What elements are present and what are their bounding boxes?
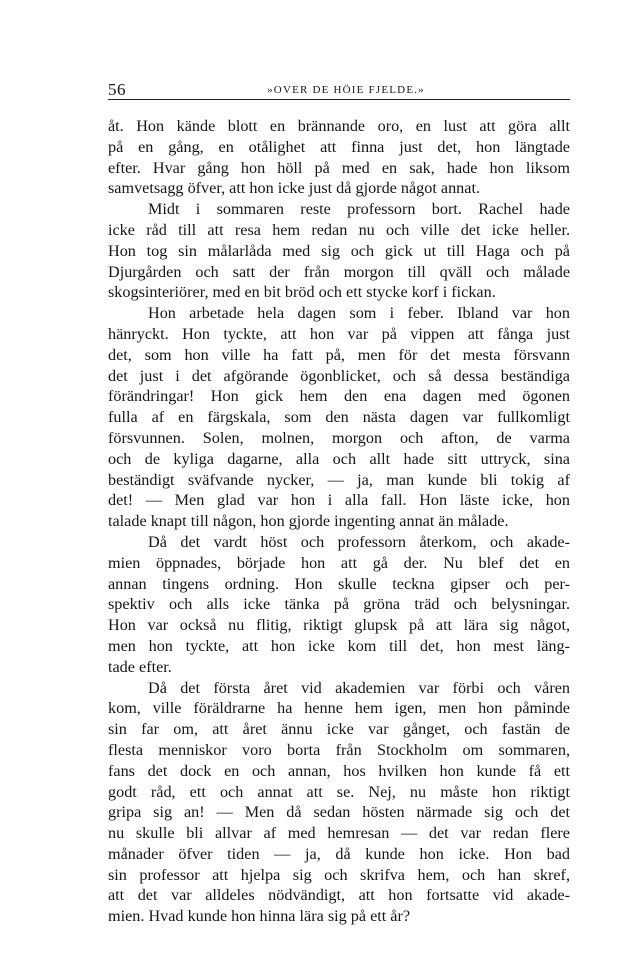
text-line: sin far om, att året ännu icke var gånget, och fastän de	[108, 720, 570, 739]
page-number: 56	[108, 80, 126, 99]
text-line: Hon tog sin målarlåda med sig och gick ut till Haga och på	[108, 241, 570, 260]
text-line: det just i det afgörande ögonblicket, och så dessa beständiga	[108, 366, 570, 385]
text-line: fans det dock en och annan, hos hvilken hon kunde få ett	[108, 761, 570, 780]
text-line: beständigt sväfvande nycker, — ja, man kunde bli tokig af	[108, 470, 570, 489]
text-line: samvetsagg öfver, att hon icke just då gjorde något annat.	[108, 179, 481, 198]
text-line: på en gång, en otålighet att finna just det, hon längtade	[108, 137, 570, 156]
text-line: godt råd, ett och annat att se. Nej, nu måste hon riktigt	[108, 782, 570, 801]
text-line: det, som hon ville ha fatt på, men för det mesta försvann	[108, 345, 570, 364]
text-line: talade knapt till någon, hon gjorde ingenting annat än målade.	[108, 512, 509, 531]
text-line: hänryckt. Hon tyckte, att hon var på vippen att fånga just	[108, 324, 570, 343]
text-line: efter. Hvar gång hon höll på med en sak, hade hon liksom	[108, 158, 570, 177]
text-line: Hon arbetade hela dagen som i feber. Ibland var hon	[148, 304, 570, 323]
running-title: »OVER DE HÖIE FJELDE.»	[267, 84, 425, 96]
text-line: gripa sig an! — Men då sedan hösten närmade sig och det	[108, 803, 570, 822]
text-line: men hon tyckte, att hon icke kom till det, hon mest läng-	[108, 636, 570, 655]
body-text	[108, 116, 570, 927]
text-line: Då det vardt höst och professorn återkom, och akade-	[148, 532, 570, 551]
text-line: nu skulle bli allvar af med hemresan — det var redan flere	[108, 824, 570, 843]
text-line: skogsinteriörer, med en bit bröd och ett stycke korf i fickan.	[108, 283, 496, 302]
text-line: försvunnen. Solen, molnen, morgon och afton, de varma	[108, 428, 570, 447]
text-line: Djurgården och satt der från morgon till qväll och målade	[108, 262, 570, 281]
text-line: mien. Hvad kunde hon hinna lära sig på ett år?	[108, 907, 411, 926]
text-line: flesta menniskor voro borta från Stockholm om sommaren,	[108, 740, 570, 759]
text-line: Midt i sommaren reste professorn bort. Rachel hade	[148, 200, 570, 219]
text-line: månader öfver tiden — ja, då kunde hon icke. Hon bad	[108, 844, 570, 863]
text-line: sin professor att hjelpa sig och skrifva hem, och han skref,	[108, 865, 570, 884]
text-line: kom, ville föräldrarne ha henne hem igen, men hon påminde	[108, 699, 570, 718]
text-line: förändringar! Hon gick hem den ena dagen med ögonen	[108, 387, 570, 406]
text-line: spektiv och alls icke tänka på gröna träd och belysningar.	[108, 595, 570, 614]
text-line: tade efter.	[108, 657, 172, 676]
text-line: och de kyliga dagarne, alla och allt hade sitt uttryck, sina	[108, 449, 570, 468]
text-line: det! — Men glad var hon i alla fall. Hon läste icke, hon	[108, 491, 570, 510]
text-line: fulla af en färgskala, som den nästa dagen var fullkomligt	[108, 408, 570, 427]
page-header	[108, 81, 570, 100]
text-line: Hon var också nu flitig, riktigt glupsk på att lära sig något,	[108, 616, 570, 635]
text-line: icke råd till att resa hem redan nu och ville det icke heller.	[108, 220, 570, 239]
text-line: mien öppnades, började hon att gå der. Nu blef det en	[108, 553, 570, 572]
text-line: annan tingens ordning. Hon skulle teckna gipser och per-	[108, 574, 570, 593]
text-line: åt. Hon kände blott en brännande oro, en lust att göra allt	[108, 117, 570, 135]
text-line: Då det första året vid akademien var förbi och våren	[148, 678, 570, 697]
text-line: att det var alldeles nödvändigt, att hon fortsatte vid akade-	[108, 886, 570, 905]
